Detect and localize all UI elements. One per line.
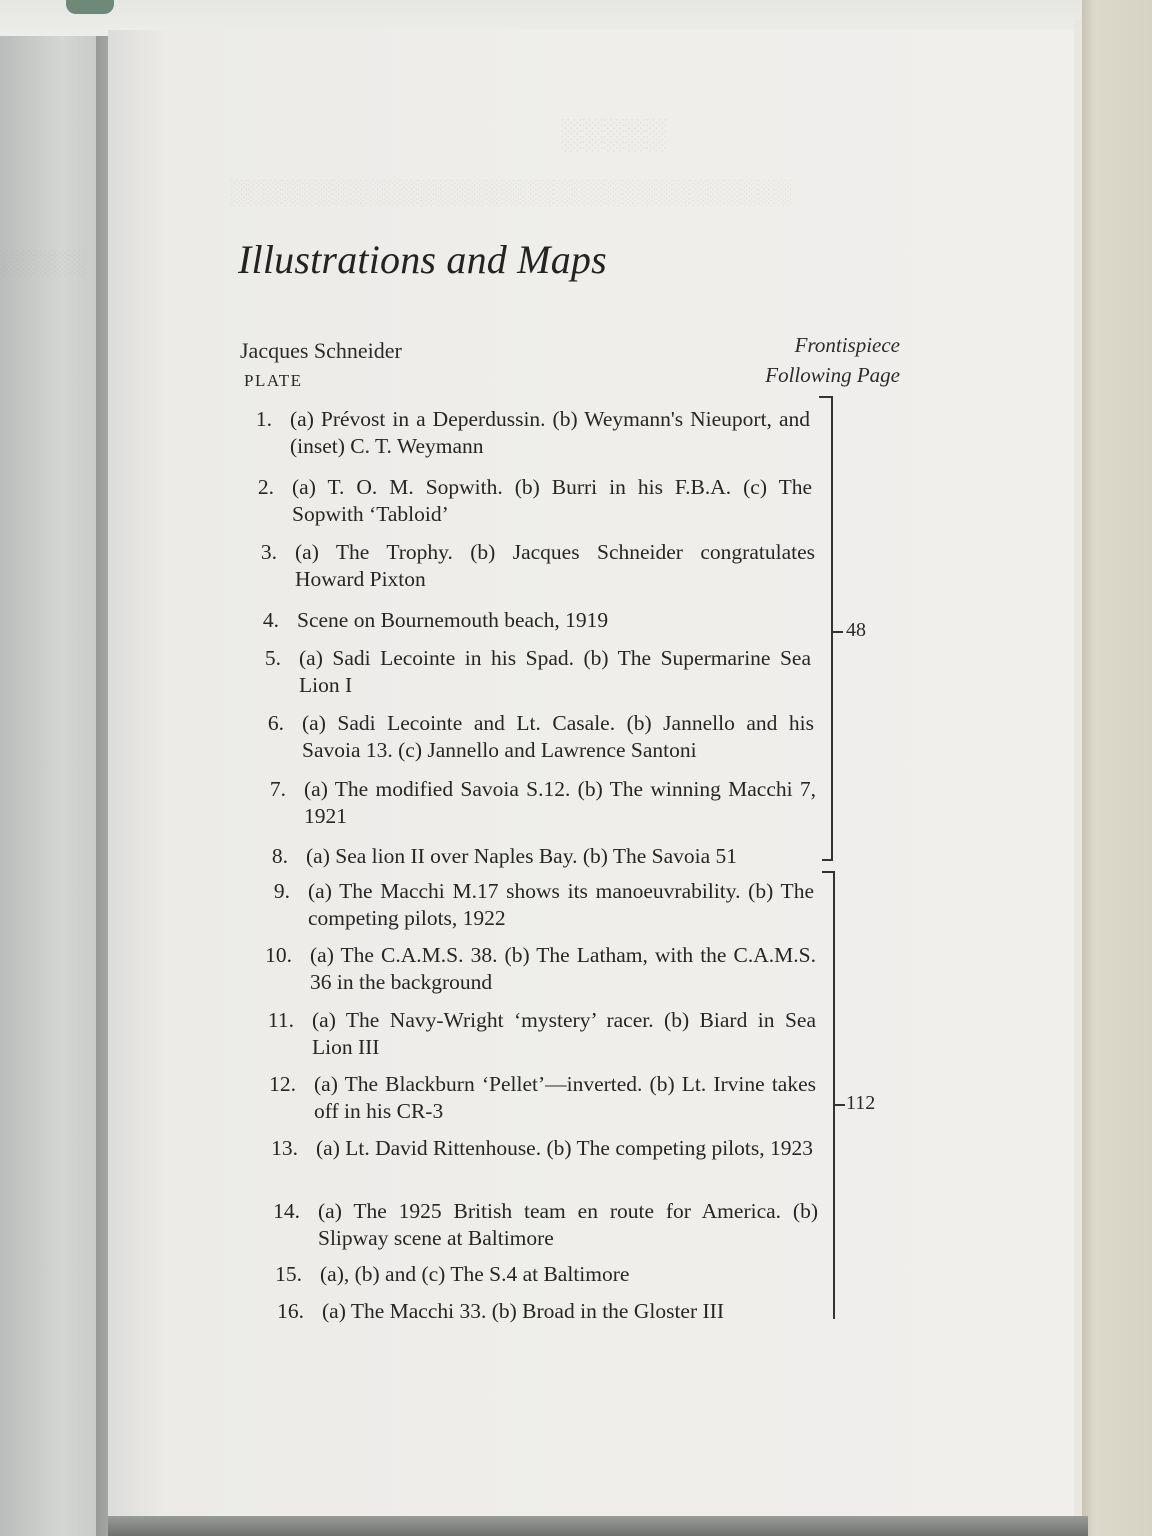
frontispiece-label: Frontispiece [794,333,900,357]
plate-caption: (a) The 1925 British team en route for America. (b) Slipway scene at Baltimore [318,1199,818,1250]
bracket-vertical-line [831,396,833,861]
plate-number: 15. [275,1262,302,1286]
show-through-text: ░░░░░░░░░░░░░░░░░░░░░░░░░░░░░░░░░ [230,180,792,206]
plate-number: 16. [277,1299,304,1323]
plate-number: 14. [273,1199,300,1223]
bracket-pointer [835,1104,845,1106]
plate-number: 8. [271,844,288,868]
plate-number: 9. [273,879,290,903]
show-through-text: ░░░░░ [560,118,667,151]
plate-caption: (a) T. O. M. Sopwith. (b) Burri in his F.B.A. (c) The Sopwith ‘Tabloid’ [292,475,812,526]
plate-caption: (a) The Macchi 33. (b) Broad in the Gloster III [322,1299,724,1323]
plate-caption: (a) Sadi Lecointe and Lt. Casale. (b) Jannello and his Savoia 13. (c) Jannello and Lawrence Santoni [302,711,814,762]
plate-number: 2. [257,475,274,499]
book-cover-board [1082,0,1152,1536]
plate-caption: (a) Sadi Lecointe in his Spad. (b) The Supermarine Sea Lion I [299,646,811,697]
plate-entry [267,1007,816,1061]
plate-entry [273,1198,818,1252]
group-page-number: 112 [846,1092,876,1114]
plate-number: 6. [267,711,284,735]
cover-corner [66,0,114,14]
plate-entry [265,942,816,996]
frontispiece-location [765,330,900,390]
plate-number: 12. [269,1072,296,1096]
plate-caption: (a) The modified Savoia S.12. (b) The winning Macchi 7, 1921 [304,777,816,828]
bracket-pointer [833,631,843,633]
plate-entry [267,710,814,764]
page-title: Illustrations and Maps [238,237,607,282]
plate-number: 10. [265,943,292,967]
plate-caption: (a) The C.A.M.S. 38. (b) The Latham, with the C.A.M.S. 36 in the background [310,943,816,994]
plate-caption: (a) The Trophy. (b) Jacques Schneider congratulates Howard Pixton [295,540,815,591]
plate-entry [271,1135,818,1162]
following-page-label: Following Page [765,363,900,387]
plate-entry [255,406,810,460]
plate-column-label: PLATE [244,371,303,390]
plate-entry [277,1298,822,1325]
plate-caption: (a) The Macchi M.17 shows its manoeuvrability. (b) The competing pilots, 1922 [308,879,814,930]
plate-entry [269,776,816,830]
plate-number: 1. [255,407,272,431]
group-page-number: 48 [846,619,866,641]
plate-number: 7. [269,777,286,801]
plate-number: 4. [262,608,279,632]
plate-entry [262,607,817,634]
plate-caption: Scene on Bournemouth beach, 1919 [297,608,609,632]
bracket-bottom-tick [822,859,833,861]
plate-number: 13. [271,1136,298,1160]
plate-caption: (a), (b) and (c) The S.4 at Baltimore [320,1262,630,1286]
bracket-vertical-line [833,871,835,1319]
plate-entry [273,878,814,932]
plate-number: 11. [267,1008,294,1032]
show-through-text: ░░░░░ [0,250,86,276]
plate-number: 5. [264,646,281,670]
plate-caption: (a) Sea lion II over Naples Bay. (b) The Savoia 51 [306,844,738,868]
plate-number: 3. [260,540,277,564]
plate-entry [271,843,826,870]
plate-entry [275,1261,820,1288]
plate-caption: (a) The Navy-Wright ‘mystery’ racer. (b) Biard in Sea Lion III [312,1008,816,1059]
plate-entry [260,539,815,593]
plate-caption: (a) Prévost in a Deperdussin. (b) Weymann's Nieuport, and (inset) C. T. Weymann [290,407,810,458]
plate-caption: (a) Lt. David Rittenhouse. (b) The competing pilots, 1923 [316,1136,813,1160]
plate-caption: (a) The Blackburn ‘Pellet’—inverted. (b) Lt. Irvine takes off in his CR-3 [314,1072,816,1123]
frontispiece-name: Jacques Schneider [240,338,402,363]
book-bottom-edge [108,1516,1088,1536]
plate-entry [269,1071,816,1125]
plate-entry [264,645,811,699]
plate-entry [257,474,812,528]
